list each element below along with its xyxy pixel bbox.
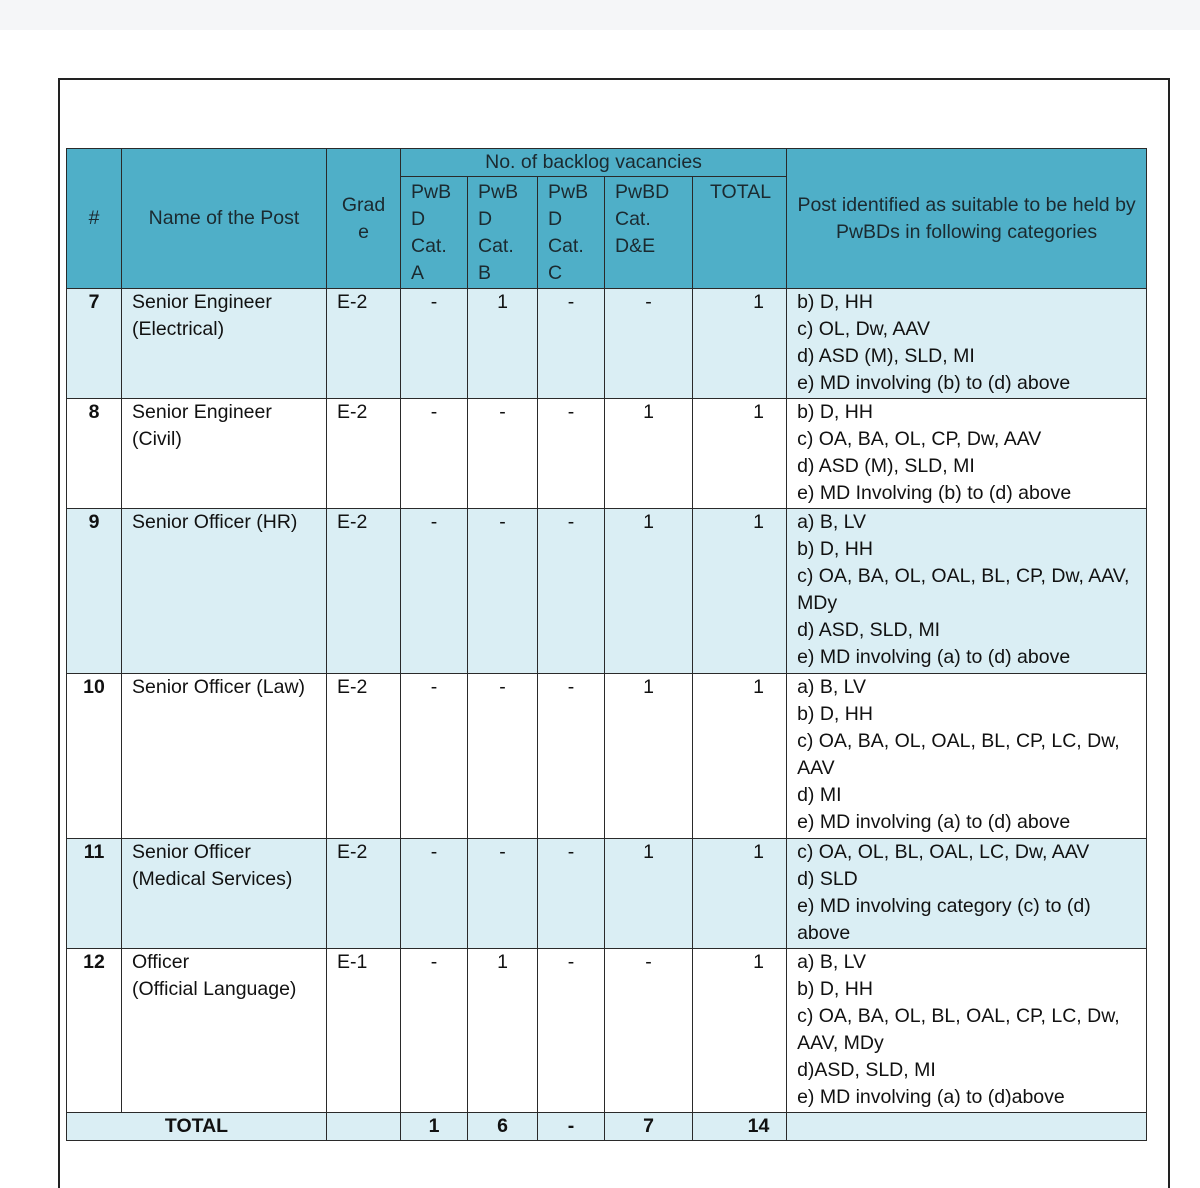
cat-de-value: - [605, 949, 693, 1113]
cat-de-value: - [605, 289, 693, 399]
cat-c-value: - [538, 399, 605, 509]
grand-total: 14 [693, 1113, 787, 1141]
post-name-line: Senior Officer [132, 841, 251, 863]
category-line: d) ASD (M), SLD, MI [797, 345, 975, 367]
cat-a-value: - [401, 399, 468, 509]
cat-de-value: 1 [605, 839, 693, 949]
category-line: AAV [797, 757, 835, 779]
header-grade: Grad e [327, 149, 401, 289]
cat-b-value: - [468, 839, 538, 949]
category-line: e) MD involving (a) to (d) above [797, 811, 1071, 833]
row-index: 12 [67, 949, 122, 1113]
header-cat-de: PwBD Cat. D&E [605, 177, 693, 289]
post-name [122, 674, 327, 839]
category-line: d)ASD, SLD, MI [797, 1059, 936, 1081]
row-index: 8 [67, 399, 122, 509]
cat-c-value: - [538, 509, 605, 674]
total-categories-empty [787, 1113, 1147, 1141]
cat-c-value: - [538, 674, 605, 839]
post-name-line: (Official Language) [132, 978, 297, 1000]
cat-de-value: 1 [605, 674, 693, 839]
grade: E-1 [327, 949, 401, 1113]
header-index: # [67, 149, 122, 289]
total-value: 1 [693, 509, 787, 674]
cat-a-value: - [401, 949, 468, 1113]
total-value: 1 [693, 949, 787, 1113]
header-cat-c: PwB D Cat. C [538, 177, 605, 289]
row-index: 11 [67, 839, 122, 949]
table-row [67, 839, 1147, 949]
total-value: 1 [693, 399, 787, 509]
cat-b-value: 1 [468, 289, 538, 399]
cat-c-value: - [538, 949, 605, 1113]
suitable-categories [787, 949, 1147, 1113]
header-post-name: Name of the Post [122, 149, 327, 289]
table-row [67, 674, 1147, 839]
cat-a-value: - [401, 839, 468, 949]
cat-c-value: - [538, 289, 605, 399]
category-line: a) B, LV [797, 511, 867, 533]
row-index: 10 [67, 674, 122, 839]
category-line: c) OA, OL, BL, OAL, LC, Dw, AAV [797, 841, 1090, 863]
cat-b-value: - [468, 399, 538, 509]
category-line: a) B, LV [797, 951, 867, 973]
table-row [67, 399, 1147, 509]
post-name-line: (Electrical) [132, 318, 225, 340]
category-line: a) B, LV [797, 676, 867, 698]
suitable-categories [787, 839, 1147, 949]
post-name [122, 949, 327, 1113]
total-grade-empty [327, 1113, 401, 1141]
grade: E-2 [327, 509, 401, 674]
category-line: b) D, HH [797, 291, 873, 313]
category-line: b) D, HH [797, 978, 873, 1000]
grade: E-2 [327, 839, 401, 949]
header-total: TOTAL [693, 177, 787, 289]
grade: E-2 [327, 289, 401, 399]
suitable-categories [787, 289, 1147, 399]
header-cat-a: PwB D Cat. A [401, 177, 468, 289]
post-name-line: Officer [132, 951, 190, 973]
total-cat-b: 6 [468, 1113, 538, 1141]
header-cat-b: PwB D Cat. B [468, 177, 538, 289]
category-line: e) MD involving (b) to (d) above [797, 372, 1071, 394]
category-line: c) OA, BA, OL, OAL, BL, CP, LC, Dw, [797, 730, 1120, 752]
table-row [67, 949, 1147, 1113]
category-line: MDy [797, 592, 838, 614]
category-line: b) D, HH [797, 703, 873, 725]
post-name-line: Senior Engineer [132, 401, 272, 423]
total-value: 1 [693, 674, 787, 839]
row-index: 9 [67, 509, 122, 674]
total-cat-de: 7 [605, 1113, 693, 1141]
post-name-line: (Civil) [132, 428, 182, 450]
total-value: 1 [693, 289, 787, 399]
category-line: c) OA, BA, OL, BL, OAL, CP, LC, Dw, [797, 1005, 1120, 1027]
post-name-line: (Medical Services) [132, 868, 293, 890]
category-line: c) OA, BA, OL, CP, Dw, AAV [797, 428, 1042, 450]
cat-de-value: 1 [605, 509, 693, 674]
category-line: b) D, HH [797, 538, 873, 560]
post-name [122, 399, 327, 509]
cat-a-value: - [401, 509, 468, 674]
top-bar [0, 0, 1200, 30]
table-row [67, 289, 1147, 399]
row-index: 7 [67, 289, 122, 399]
grade: E-2 [327, 399, 401, 509]
category-line: e) MD involving (a) to (d) above [797, 646, 1071, 668]
table-row [67, 509, 1147, 674]
post-name-line: Senior Officer (HR) [132, 511, 298, 533]
suitable-categories [787, 399, 1147, 509]
cat-b-value: - [468, 509, 538, 674]
cat-a-value: - [401, 674, 468, 839]
cat-c-value: - [538, 839, 605, 949]
total-cat-c: - [538, 1113, 605, 1141]
cat-b-value: - [468, 674, 538, 839]
suitable-categories [787, 509, 1147, 674]
total-row [67, 1113, 1147, 1141]
cat-b-value: 1 [468, 949, 538, 1113]
total-label: TOTAL [67, 1113, 327, 1141]
category-line: d) ASD, SLD, MI [797, 619, 941, 641]
category-line: d) MI [797, 784, 842, 806]
category-line: e) MD involving category (c) to (d) [797, 895, 1091, 917]
cat-de-value: 1 [605, 399, 693, 509]
category-line: d) SLD [797, 868, 858, 890]
category-line: b) D, HH [797, 401, 873, 423]
cat-a-value: - [401, 289, 468, 399]
grade: E-2 [327, 674, 401, 839]
header-backlog-vacancies: No. of backlog vacancies [401, 149, 787, 177]
post-name-line: Senior Officer (Law) [132, 676, 306, 698]
total-cat-a: 1 [401, 1113, 468, 1141]
category-line: c) OA, BA, OL, OAL, BL, CP, Dw, AAV, [797, 565, 1130, 587]
backlog-vacancies-table [66, 148, 1147, 1141]
category-line: e) MD involving (a) to (d)above [797, 1086, 1065, 1108]
category-line: d) ASD (M), SLD, MI [797, 455, 975, 477]
category-line: c) OL, Dw, AAV [797, 318, 930, 340]
post-name [122, 839, 327, 949]
header-suitable-categories: Post identified as suitable to be held by PwBDs in following categories [787, 149, 1147, 289]
category-line: above [797, 922, 851, 944]
category-line: AAV, MDy [797, 1032, 884, 1054]
suitable-categories [787, 674, 1147, 839]
post-name [122, 289, 327, 399]
post-name [122, 509, 327, 674]
total-value: 1 [693, 839, 787, 949]
post-name-line: Senior Engineer [132, 291, 272, 313]
category-line: e) MD Involving (b) to (d) above [797, 482, 1072, 504]
